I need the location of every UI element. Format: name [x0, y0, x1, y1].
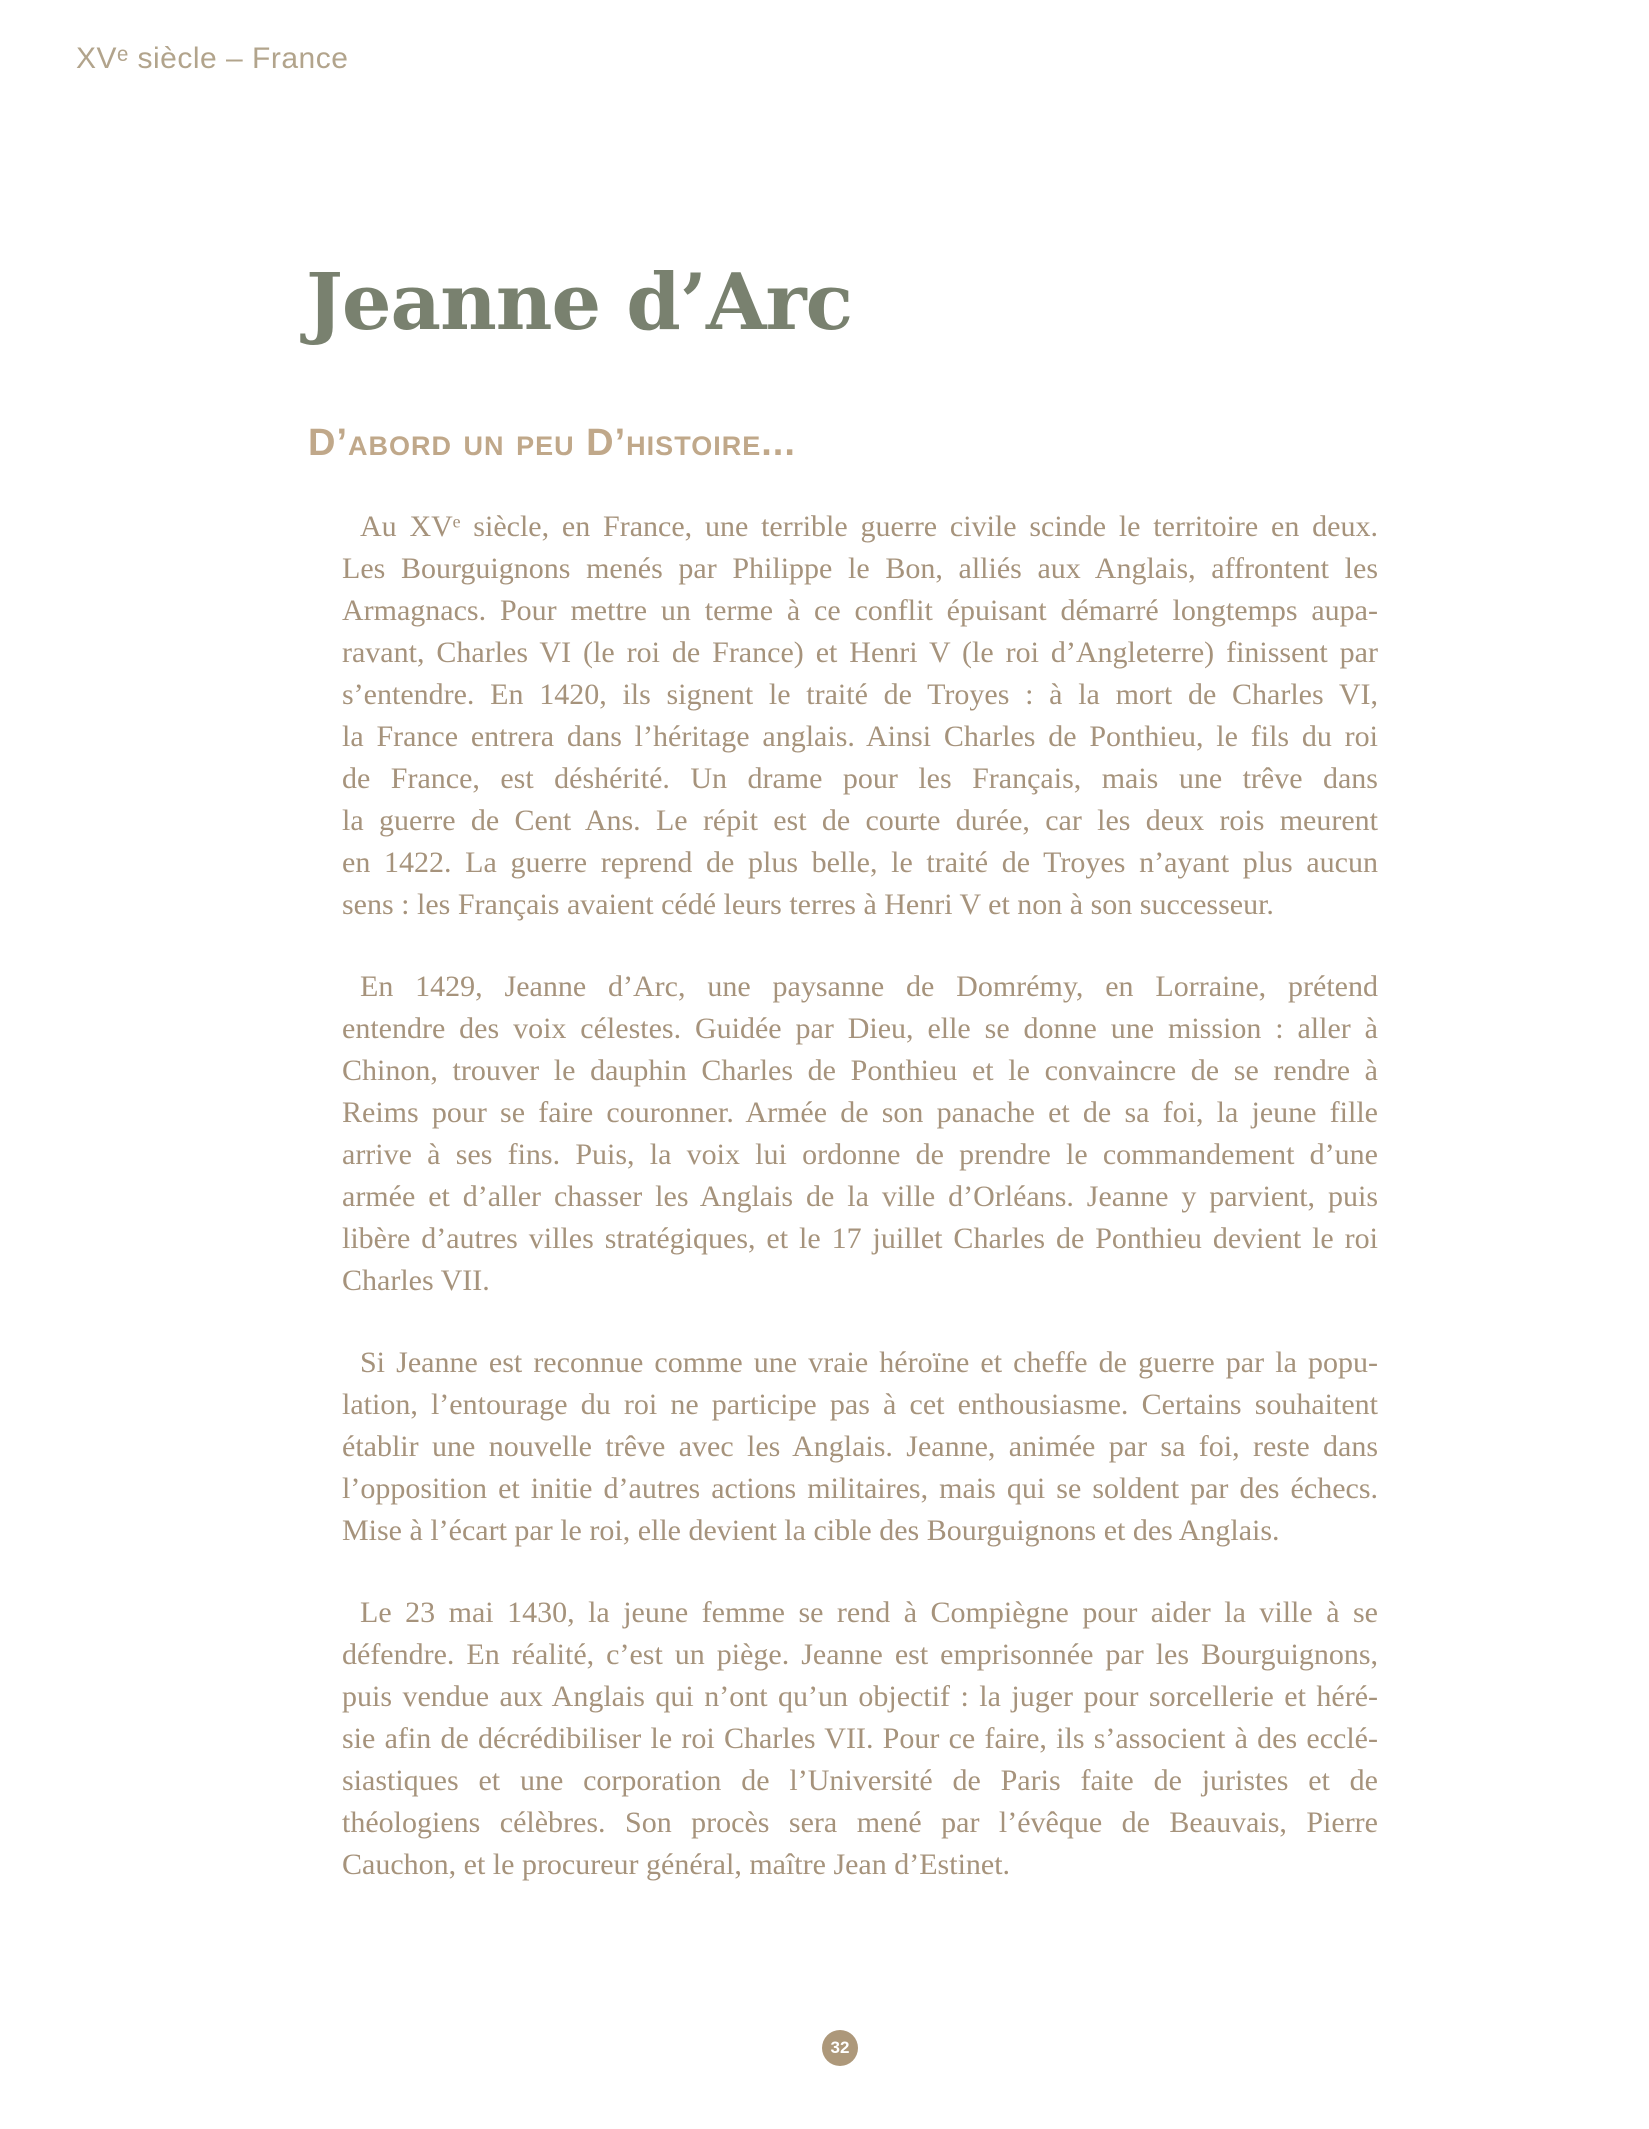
- running-header: XVᵉ siècle – France: [76, 42, 349, 75]
- text-line: Cauchon, et le procureur général, maître Jean d’Estinet.: [342, 1848, 1011, 1881]
- text-line: Au XVᵉ siècle, en France, une terrible guerre civile scinde le territoire en deux.: [360, 510, 1378, 543]
- text-line: Armagnacs. Pour mettre un terme à ce conflit épuisant démarré longtemps aupa-: [342, 594, 1378, 627]
- paragraph: [342, 506, 1378, 926]
- text-line: puis vendue aux Anglais qui n’ont qu’un objectif : la juger pour sorcellerie et héré-: [342, 1680, 1378, 1713]
- text-line: s’entendre. En 1420, ils signent le traité de Troyes : à la mort de Charles VI,: [342, 678, 1378, 711]
- text-line: Mise à l’écart par le roi, elle devient la cible des Bourguignons et des Anglais.: [342, 1514, 1280, 1547]
- text-line: En 1429, Jeanne d’Arc, une paysanne de Domrémy, en Lorraine, prétend: [360, 970, 1378, 1003]
- text-line: défendre. En réalité, c’est un piège. Jeanne est emprisonnée par les Bourguignons,: [342, 1638, 1378, 1671]
- text-line: la guerre de Cent Ans. Le répit est de courte durée, car les deux rois meurent: [342, 804, 1378, 837]
- text-line: entendre des voix célestes. Guidée par Dieu, elle se donne une mission : aller à: [342, 1012, 1378, 1045]
- text-line: établir une nouvelle trêve avec les Anglais. Jeanne, animée par sa foi, reste dans: [342, 1430, 1378, 1463]
- text-line: Les Bourguignons menés par Philippe le Bon, alliés aux Anglais, affrontent les: [342, 552, 1378, 585]
- paragraph: [342, 1592, 1378, 1886]
- text-line: la France entrera dans l’héritage anglais. Ainsi Charles de Ponthieu, le fils du roi: [342, 720, 1378, 753]
- text-line: Charles VII.: [342, 1264, 490, 1297]
- article-body: [342, 506, 1378, 1926]
- page-number-badge: [822, 2030, 858, 2066]
- text-line: Chinon, trouver le dauphin Charles de Ponthieu et le convaincre de se rendre à: [342, 1054, 1378, 1087]
- text-line: Le 23 mai 1430, la jeune femme se rend à Compiègne pour aider la ville à se: [360, 1596, 1378, 1629]
- text-line: siastiques et une corporation de l’Université de Paris faite de juristes et de: [342, 1764, 1378, 1797]
- page-title: Jeanne d’Arc: [306, 257, 853, 349]
- text-line: Si Jeanne est reconnue comme une vraie héroïne et cheffe de guerre par la popu-: [360, 1346, 1378, 1379]
- section-heading: D’abord un peu D’histoire...: [308, 422, 796, 464]
- paragraph: [342, 1342, 1378, 1552]
- text-line: arrive à ses fins. Puis, la voix lui ordonne de prendre le commandement d’une: [342, 1138, 1378, 1171]
- text-line: sens : les Français avaient cédé leurs terres à Henri V et non à son successeur.: [342, 888, 1274, 921]
- text-line: lation, l’entourage du roi ne participe pas à cet enthousiasme. Certains souhaitent: [342, 1388, 1378, 1421]
- text-line: l’opposition et initie d’autres actions militaires, mais qui se soldent par des échecs.: [342, 1472, 1378, 1505]
- text-line: ravant, Charles VI (le roi de France) et Henri V (le roi d’Angleterre) finissent par: [342, 636, 1378, 669]
- text-line: libère d’autres villes stratégiques, et le 17 juillet Charles de Ponthieu devient le roi: [342, 1222, 1378, 1255]
- page-number-label: 32: [830, 2038, 850, 2057]
- text-line: théologiens célèbres. Son procès sera mené par l’évêque de Beauvais, Pierre: [342, 1806, 1378, 1839]
- text-line: de France, est déshérité. Un drame pour les Français, mais une trêve dans: [342, 762, 1378, 795]
- paragraph: [342, 966, 1378, 1302]
- text-line: en 1422. La guerre reprend de plus belle, le traité de Troyes n’ayant plus aucun: [342, 846, 1378, 879]
- text-line: sie afin de décrédibiliser le roi Charles VII. Pour ce faire, ils s’associent à des ecclé-: [342, 1722, 1378, 1755]
- text-line: Reims pour se faire couronner. Armée de son panache et de sa foi, la jeune fille: [342, 1096, 1378, 1129]
- text-line: armée et d’aller chasser les Anglais de la ville d’Orléans. Jeanne y parvient, puis: [342, 1180, 1378, 1213]
